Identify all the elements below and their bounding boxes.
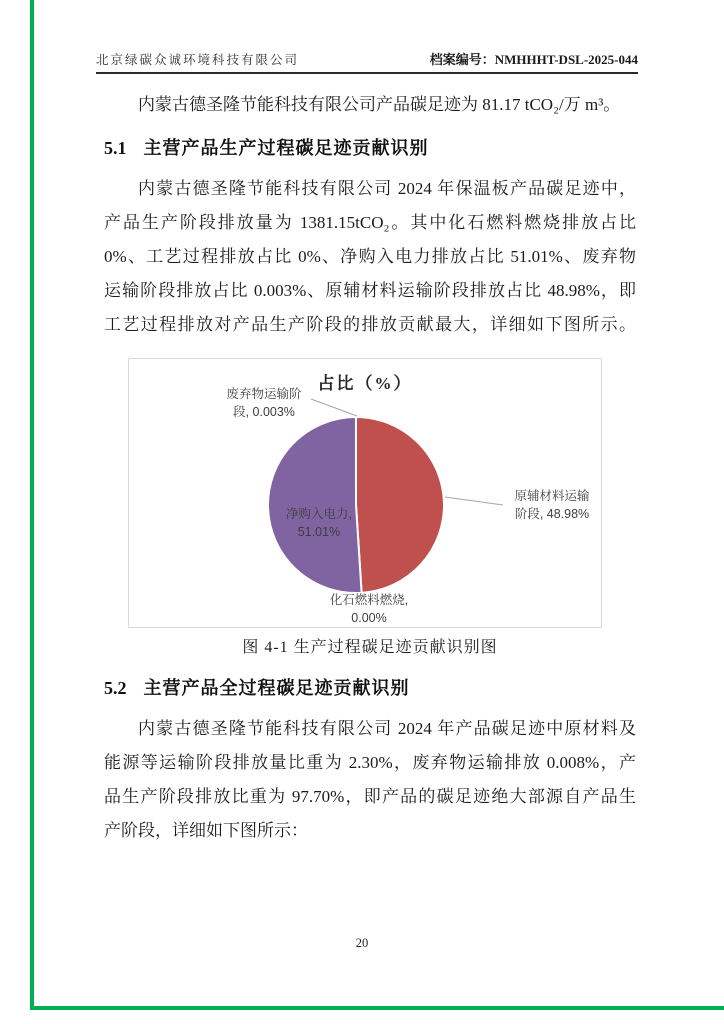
header-company-name: 北京绿碳众诚环境科技有限公司 [96,53,300,67]
pie-chart [128,358,602,628]
intro-line: 内蒙古德圣隆节能科技有限公司产品碳足迹为 81.17 tCO₂/万 m³。 [138,95,621,114]
paragraph-line: 能源等运输阶段排放量比重为 2.30%，废弃物运输排放 0.008%，产 [104,753,636,772]
section-5-2-title: 主营产品全过程碳足迹贡献识别 [143,678,410,698]
header-rule [96,72,638,74]
page-header [96,46,638,68]
label-line: 原辅材料运输 [514,489,590,503]
section-5-2-number: 5.2 [104,678,127,698]
section-5-1-title: 主营产品生产过程碳足迹贡献识别 [143,138,429,158]
figure-caption: 图 4-1 生产过程碳足迹贡献识别图 [242,639,498,656]
label-line: 段, 0.003% [233,405,295,419]
label-purchased-electricity [269,505,369,541]
pie-slice [356,417,444,593]
leader-line-raw [445,497,503,505]
label-fossil-fuel [307,591,431,627]
paragraph-line: 内蒙古德圣隆节能科技有限公司 2024 年产品碳足迹中原材料及 [138,719,636,738]
label-line: 阶段, 48.98% [514,507,590,521]
paragraph-line: 0%、工艺过程排放占比 0%、净购入电力排放占比 51.01%、废弃物 [104,247,636,266]
doc-number-value: NMHHHT-DSL-2025-044 [494,52,638,67]
section-5-2-heading [104,674,636,700]
header-doc-number [430,49,638,68]
paragraph-line: 产阶段，详细如下图所示： [104,821,308,840]
intro-paragraph [104,88,636,122]
label-line: 51.01% [297,525,341,539]
label-line: 废弃物运输阶 [226,387,302,401]
label-waste-transport [207,385,321,421]
label-line: 0.00% [351,611,387,625]
page-number: 20 [355,936,369,950]
paragraph-line: 运输阶段排放占比 0.003%、原辅材料运输阶段排放占比 48.98%，即 [104,281,636,300]
label-line: 净购入电力, [286,507,352,521]
paragraph-line: 产品生产阶段排放量为 1381.15tCO₂。其中化石燃料燃烧排放占比 [104,213,636,232]
bottom-green-border [30,1006,724,1010]
paragraph-line: 工艺过程排放对产品生产阶段的排放贡献最大，详细如下图所示。 [104,315,636,334]
left-green-border [30,0,34,1010]
section-5-1-paragraph [104,172,636,342]
label-line: 化石燃料燃烧, [329,593,409,607]
paragraph-line: 内蒙古德圣隆节能科技有限公司 2024 年保温板产品碳足迹中， [138,179,636,198]
chart-title: 占比（%） [317,374,413,393]
doc-number-label: 档案编号： [429,52,495,67]
paragraph-line: 品生产阶段排放比重为 97.70%，即产品的碳足迹绝大部源自产品生 [104,787,636,806]
label-raw-material-transport [501,487,603,523]
section-5-2-paragraph [104,712,636,848]
section-5-1-number: 5.1 [104,138,127,158]
section-5-1-heading [104,134,636,160]
